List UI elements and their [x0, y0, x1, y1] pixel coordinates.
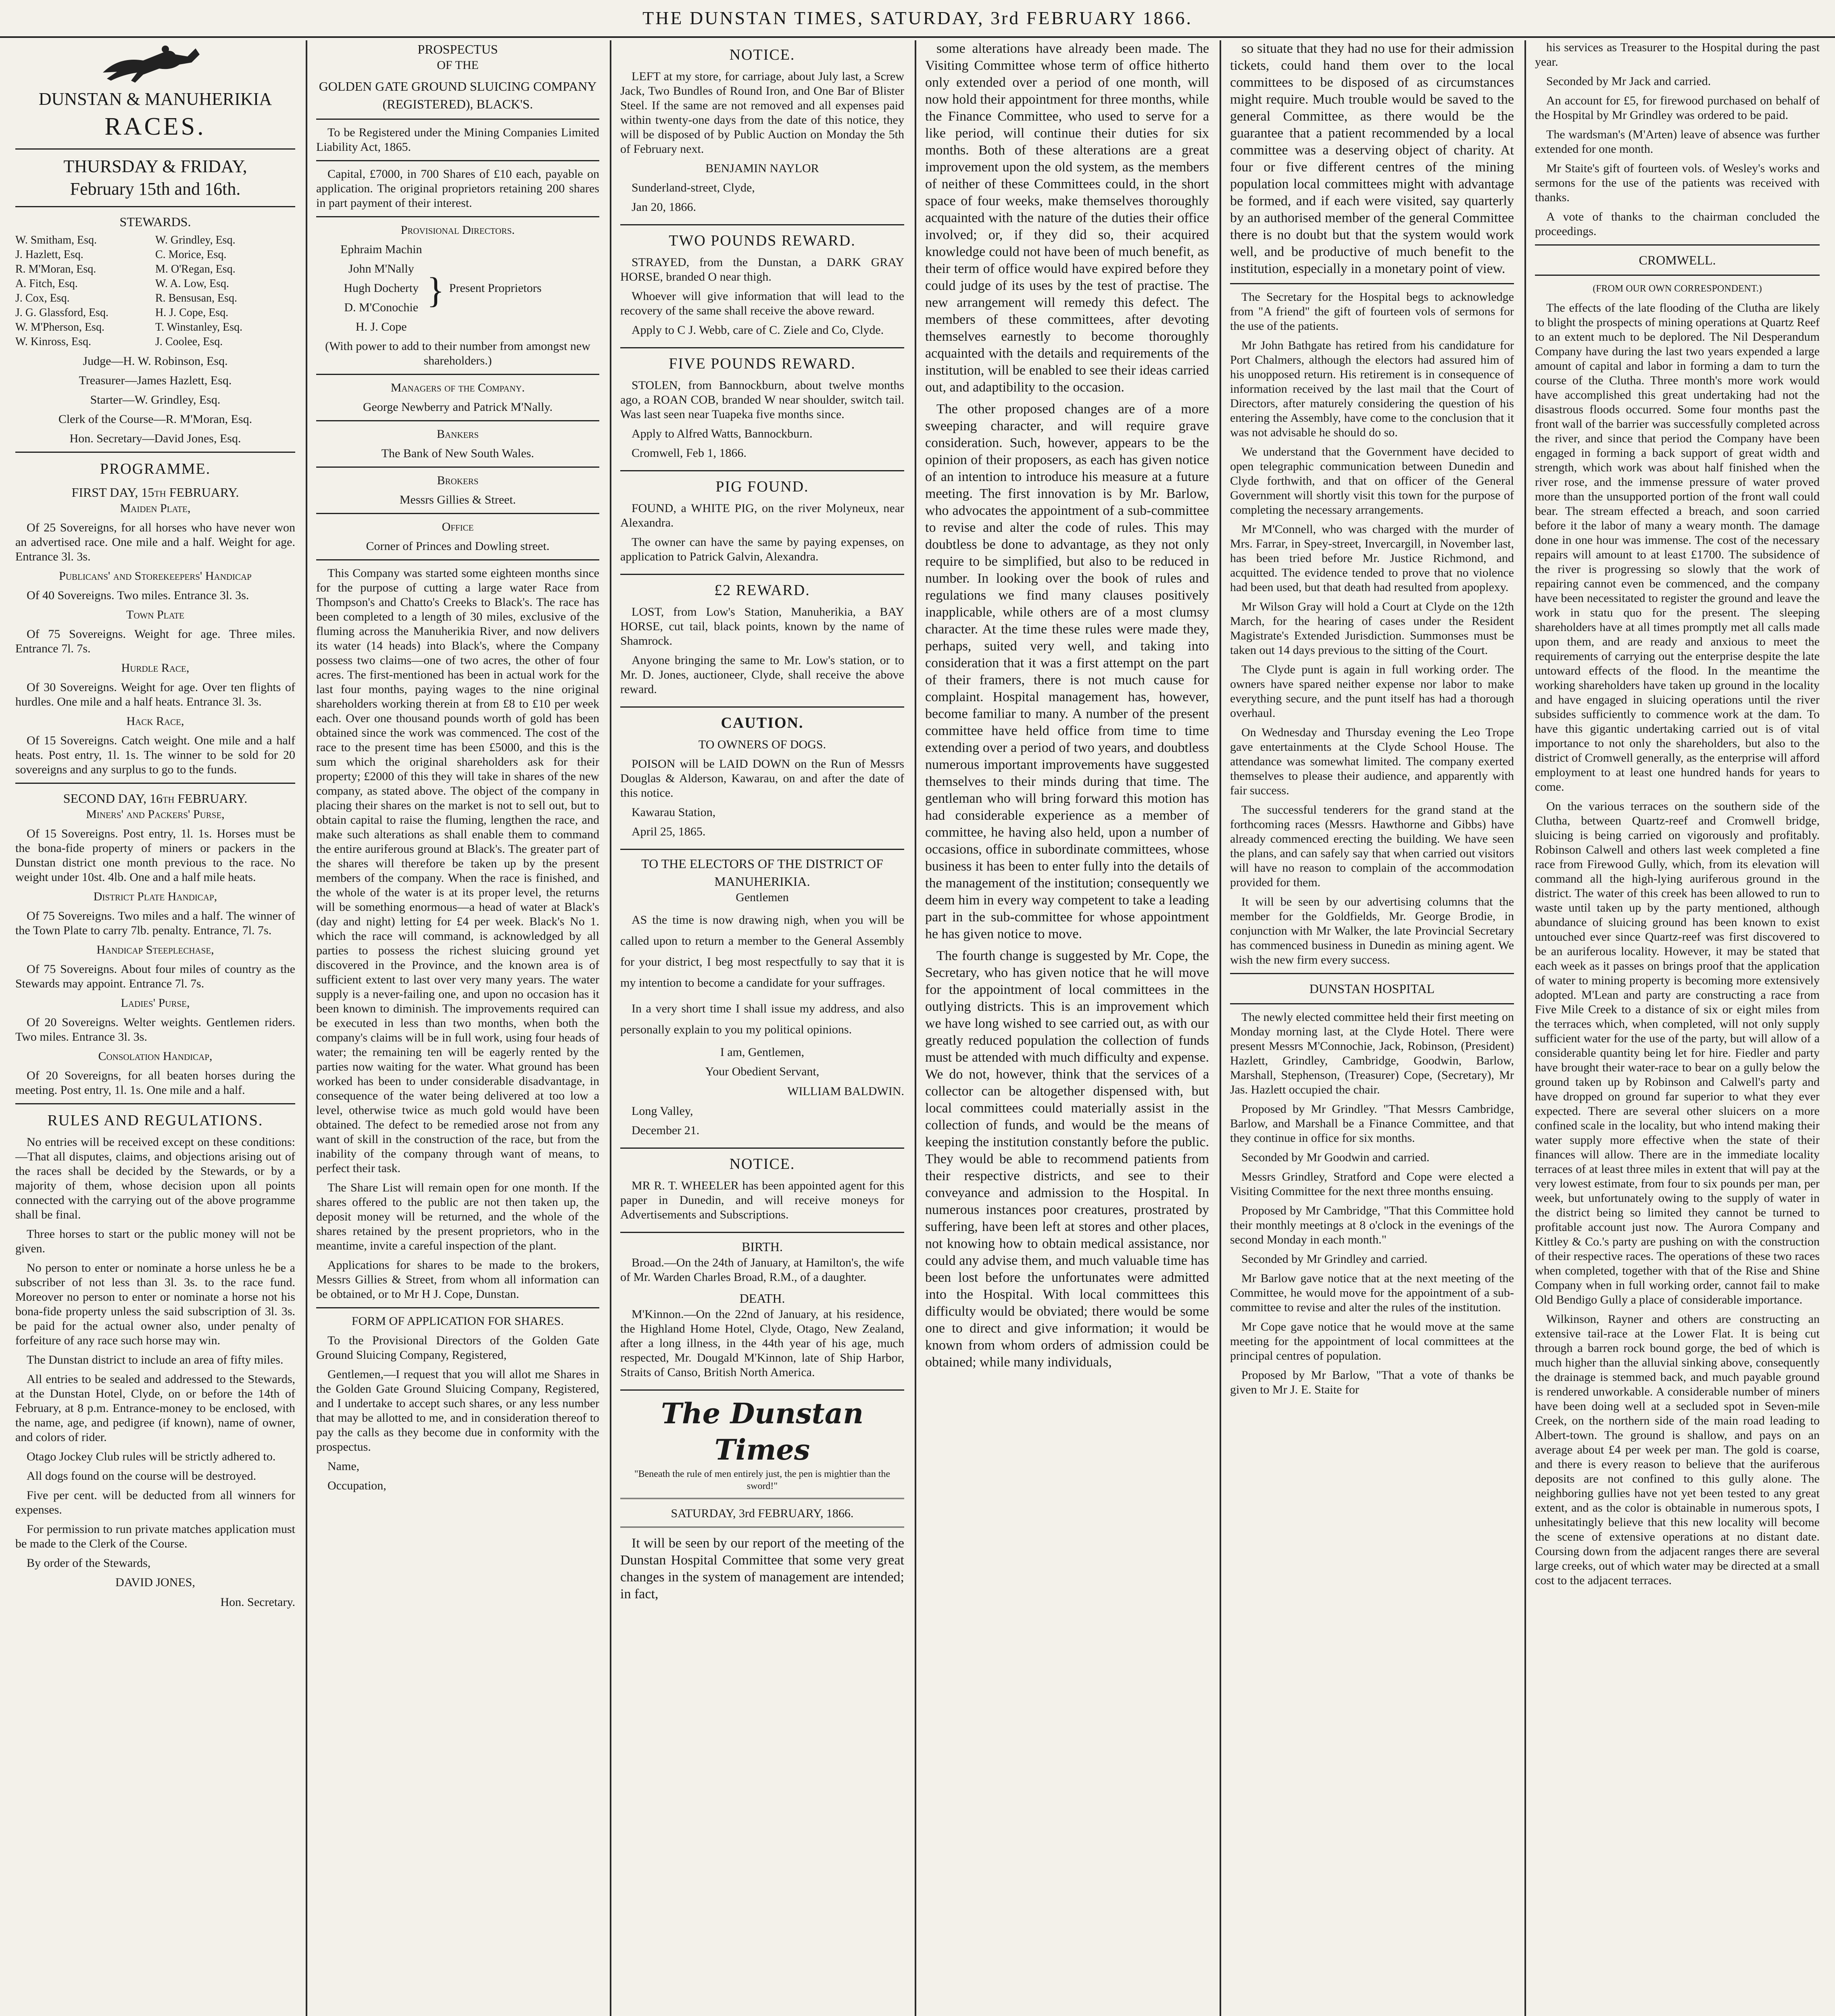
hospital-para: Proposed by Mr Grindley. "That Messrs Cambridge, Barlow, and Marshall be a Finance Committee, and that they continue in office for six months.	[1230, 1102, 1514, 1145]
death-heading: DEATH.	[739, 1291, 785, 1306]
office-heading: Office	[442, 520, 474, 533]
steward: W. M'Pherson, Esq.	[15, 321, 105, 333]
pig-body: The owner can have the same by paying expenses, on application to Patrick Galvin, Alexandra.	[620, 535, 904, 563]
cromwell-heading: CROMWELL.	[1639, 253, 1716, 267]
electors-date: December 21.	[632, 1124, 700, 1137]
hospital-para: Mr Cope gave notice that he would move at the same meeting for the appointment of local committees at the principal centres of population.	[1230, 1320, 1514, 1362]
steward: R. M'Moran, Esq.	[15, 263, 96, 275]
caution	[620, 712, 904, 850]
prospectus-body: The Share List will remain open for one month. If the shares offered to the public are not then taken up, the deposit money will be returned, and the whole of the shares retained by the present proprietors, who in the meantime, invite a careful inspection of the plant.	[316, 1181, 599, 1252]
prospectus-heading: PROSPECTUS	[417, 42, 498, 56]
reward-date: Cromwell, Feb 1, 1866.	[632, 446, 747, 460]
form-body: Gentlemen,—I request that you will allot me Shares in the Golden Gate Ground Sluicing Company, Registered, and I undertake to accept such shares, or any less number that may be allotted to me, and in consideration thereof to pay the calls as they become due in conformity with the prospectus.	[316, 1368, 599, 1454]
reward-heading: FIVE POUNDS REWARD.	[669, 355, 856, 372]
birth-notice	[620, 1238, 904, 1285]
hospital-para: Mr Staite's gift of fourteen vols. of Wesley's works and sermons for the use of the patients was received with thanks.	[1535, 162, 1820, 204]
day1-events	[15, 501, 295, 777]
editorial-para: The other proposed changes are of a more sweeping character, and will require grave consideration. Such, however, appears to be the opinion of their proposers, as each has given notice of an intention to introduce his measure at a future meeting. The first innovation is by Mr. Barlow, who advocates the appointment of a sub-committee to revise and alter the code of rules. This may doubtless be done to advantage, as they not only require to be simplified, but also to be reduced in number. In looking over the book of rules and regulations we find many clauses positively inapplicable, while others are of a most clumsy character. At the time these rules were made they, perhaps, suited very well, and taking into consideration that it was a first attempt on the part of their framers, there is not much cause for complaint. Hospital management has, however, become familiar to many. A number of the present committee have held office from time to time extending over a period of two years, and doubtless numerous important improvements have suggested themselves to their minds during that time. The gentleman who will bring forward this motion has had considerable experience as a member of committee, he having also held, upon a number of occasions, office in subordinate committees, whose business it has been to enter fully into the details of the management of the institution; consequently we deem him in every way competent to take a leading part in the sub-committee for whose appointment he has given notice to move.	[925, 402, 1209, 941]
hospital-para: Proposed by Mr Cambridge, "That this Committee hold their monthly meetings at 8 o'clock in the evenings of the second Monday in each month."	[1230, 1204, 1514, 1246]
races-dates-2: February 15th and 16th.	[70, 179, 241, 199]
electors-heading: TO THE ELECTORS OF THE DISTRICT OF MANUHERIKIA.	[641, 856, 883, 889]
reward-body: STOLEN, from Bannockburn, about twelve months ago, a ROAN COB, branded W near shoulder, switch tail. Was last seen near Tuapeka five months since.	[620, 379, 904, 421]
event-text: Of 15 Sovereigns. Post entry, 1l. 1s. Horses must be the bona-fide property of miners or packers in the Dunstan district one month previous to the race. No weight under 10st. 4lb. One and a half mile heats.	[15, 827, 295, 884]
event-name: Hack Race,	[126, 714, 184, 728]
director: Ephraim Machin	[340, 243, 422, 256]
news-item: Mr Wilson Gray will hold a Court at Clyde on the 12th March, for the hearing of cases under the Resident Magistrate's Extended Jurisdiction. Summonses must be taken out 14 days previous to the sitting of the Court.	[1230, 600, 1514, 657]
event-text: Of 20 Sovereigns, for all beaten horses during the meeting. Post entry, 1l. 1s. One mile and a half.	[15, 1069, 295, 1097]
stewards-heading: STEWARDS.	[119, 215, 191, 229]
event-name: Miners' and Packers' Purse,	[86, 808, 225, 821]
paper-title: The Dunstan Times	[661, 1397, 864, 1466]
steward: A. Fitch, Esq.	[15, 277, 78, 290]
pig-found	[620, 476, 904, 575]
masthead: THE DUNSTAN TIMES, SATURDAY, 3rd FEBRUARY 1866.	[0, 0, 1835, 38]
news-item: On Wednesday and Thursday evening the Leo Trope gave entertainments at the Clyde School House. The attendance was somewhat limited. The company exerted themselves to please their audience, and apparently with fair success.	[1230, 726, 1514, 797]
event-text: Of 30 Sovereigns. Weight for age. Over ten flights of hurdles. One mile and a half heats. Entrance 3l. 3s.	[15, 681, 295, 708]
brokers: Messrs Gillies & Street.	[399, 493, 516, 506]
rule: No entries will be received except on these conditions:—That all disputes, claims, and objections arising out of the races shall be decided by the Stewards, or by a majority of them, whose decision upon all points connected with the carrying out of the above programme shall be final.	[15, 1135, 295, 1221]
races-title: DUNSTAN & MANUHERIKIA	[38, 89, 272, 109]
caution-heading: CAUTION.	[721, 714, 804, 731]
steward: T. Winstanley, Esq.	[155, 321, 243, 333]
races-dates: THURSDAY & FRIDAY,	[63, 156, 247, 176]
rule: The Dunstan district to include an area of fifty miles.	[27, 1353, 284, 1366]
news-item: The Clyde punt is again in full working order. The owners have spared neither expense nor labor to make everything secure, and the punt itself has had a thorough overhaul.	[1230, 663, 1514, 720]
birth-heading: BIRTH.	[741, 1239, 783, 1254]
caution-subheading: TO OWNERS OF DOGS.	[698, 738, 826, 751]
rule: No person to enter or nominate a horse unless he be a subscriber of not less than 3l. 3s. to the race fund. Moreover no person to enter or nominate a horse not his bona-fide property unless the said subscription of 3l. 3s. be paid for the actual owner also, under penalty of forfeiture of any race such horse may win.	[15, 1261, 295, 1347]
caution-date: April 25, 1865.	[632, 825, 706, 838]
official: Clerk of the Course—R. M'Moran, Esq.	[58, 412, 252, 426]
event-name: Consolation Handicap,	[98, 1050, 213, 1063]
prospectus-body: Applications for shares to be made to the brokers, Messrs Gillies & Street, from whom all information can be obtained, or to Mr H J. Cope, Dunstan.	[316, 1258, 599, 1301]
registered-note: To be Registered under the Mining Companies Limited Liability Act, 1865.	[316, 126, 599, 154]
notice-date: Jan 20, 1866.	[632, 200, 696, 214]
steward: W. A. Low, Esq.	[155, 277, 229, 290]
company-name: GOLDEN GATE GROUND SLUICING COMPANY (REGISTERED), BLACK'S.	[319, 79, 597, 111]
electors-body: AS the time is now drawing nigh, when you will be called upon to return a member to the General Assembly for your district, I beg most respectfully to say that it is my intention to become a candidate for your suffrages.	[620, 913, 904, 989]
pig-body: FOUND, a WHITE PIG, on the river Molyneux, near Alexandra.	[620, 502, 904, 529]
reward-body: Whoever will give information that will lead to the recovery of the same shall receive the above reward.	[620, 289, 904, 317]
lost-body: Anyone bringing the same to Mr. Low's station, or to Mr. D. Jones, auctioneer, Clyde, shall receive the above reward.	[620, 654, 904, 696]
pig-heading: PIG FOUND.	[715, 478, 809, 495]
director: D. M'Conochie	[344, 301, 419, 314]
form-name: Name,	[327, 1460, 360, 1473]
event-text: Of 75 Sovereigns. Two miles and a half. The winner of the Town Plate to carry 7lb. penalty. Entrance, 7l. 7s.	[15, 909, 295, 937]
reward-apply: Apply to Alfred Watts, Bannockburn.	[632, 427, 813, 440]
steward: J. Coolee, Esq.	[155, 335, 223, 348]
programme-heading: PROGRAMME.	[100, 460, 211, 477]
notice-store	[620, 44, 904, 225]
directors-extra: (With power to add to their number from amongst new shareholders.)	[325, 339, 590, 367]
hospital-para: Mr Barlow gave notice that at the next meeting of the Committee, he would move for the appointment of a sub-committee to revise and alter the rules of the institution.	[1230, 1272, 1514, 1314]
hospital-para: A vote of thanks to the chairman concluded the proceedings.	[1535, 210, 1820, 238]
races-title-2: RACES.	[104, 113, 206, 140]
rule: For permission to run private matches application must be made to the Clerk of the Course.	[15, 1522, 295, 1550]
reward-apply: Apply to C J. Webb, care of C. Ziele and Co, Clyde.	[632, 323, 884, 337]
notice-body: LEFT at my store, for carriage, about July last, a Screw Jack, Two Bundles of Round Iron, and One Bar of Blister Steel. If the same are not removed and all expenses paid within twenty-one days from the date of this notice, they will be disposed of by Public Auction on Monday the 5th of February next.	[620, 70, 904, 156]
capital: Capital, £7000, in 700 Shares of £10 each, payable on application. The original proprietors retaining 200 shares in part payment of their interest.	[316, 167, 599, 210]
lost-heading: £2 REWARD.	[714, 582, 810, 599]
two-pounds-reward	[620, 230, 904, 348]
notice-address: Sunderland-street, Clyde,	[632, 181, 755, 194]
birth-body: Broad.—On the 24th of January, at Hamilton's, the wife of Mr. Warden Charles Broad, R.M., of a daughter.	[620, 1256, 904, 1284]
electors-address	[620, 855, 904, 1149]
directors-note: Present Proprietors	[449, 281, 542, 295]
official: Hon. Secretary—David Jones, Esq.	[69, 432, 241, 445]
news-item: We understand that the Government have decided to open telegraphic communication between Dunedin and Clyde forthwith, and that on officer of the General Government will shortly visit this town for the purpose of completing the necessary arrangements.	[1230, 445, 1514, 516]
hospital-para: An account for £5, for firewood purchased on behalf of the Hospital by Mr Grindley was ordered to be paid.	[1535, 94, 1820, 122]
races-signature-title: Hon. Secretary.	[220, 1595, 295, 1609]
lost-reward	[620, 580, 904, 708]
columns	[8, 40, 1827, 2016]
cromwell-byline: (FROM OUR OWN CORRESPONDENT.)	[1593, 283, 1762, 294]
column-local-news	[1223, 40, 1521, 2016]
hospital-para: Proposed by Mr Barlow, "That a vote of thanks be given to Mr J. E. Staite for	[1230, 1368, 1514, 1396]
steward: J. G. Glassford, Esq.	[15, 306, 108, 319]
editorial-para: so situate that they had no use for their admission tickets, could hand them over to the local committees to be disposed of as circumstances might require. Much trouble would be saved to the general Committee, as there would be the guarantee that a patient recommended by a local committee was a deserving object of charity. At four or five different centres of the mining population local committees might with advantage be formed, and if each were visited, say quarterly by an authorised member of the general Committee there is no doubt but that the system would work well, and be productive of much benefit to the institution, especially in a monetary point of view.	[1230, 41, 1514, 276]
director: H. J. Cope	[355, 320, 407, 333]
steward: W. Smitham, Esq.	[15, 234, 97, 246]
event-text: Of 20 Sovereigns. Welter weights. Gentlemen riders. Two miles. Entrance 3l. 3s.	[15, 1016, 295, 1043]
form-to: To the Provisional Directors of the Golden Gate Ground Sluicing Company, Registered,	[316, 1334, 599, 1362]
steward: J. Hazlett, Esq.	[15, 248, 83, 261]
steward: R. Bensusan, Esq.	[155, 292, 237, 304]
electors-closing: Your Obedient Servant,	[705, 1065, 819, 1078]
notice-agent	[620, 1154, 904, 1233]
steward: H. J. Cope, Esq.	[155, 306, 229, 319]
event-name: Publicans' and Storekeepers' Handicap	[59, 569, 252, 583]
column-notices	[613, 40, 911, 2016]
column-prospectus	[309, 40, 607, 2016]
hospital-para: his services as Treasurer to the Hospital during the past year.	[1535, 41, 1820, 69]
races-closing: By order of the Stewards,	[27, 1556, 151, 1570]
news-item: Mr M'Connell, who was charged with the murder of Mrs. Farrar, in Spey-street, Invercargill, in November last, has been tried before Mr. Justice Richmond, and acquitted. The evidence tended to prove that no violence had been used, but that death had resulted from apoplexy.	[1230, 523, 1514, 594]
rule: Five per cent. will be deducted from all winners for expenses.	[15, 1489, 295, 1516]
editorial-para: The fourth change is suggested by Mr. Cope, the Secretary, who has given notice that he will move for the appointment of local committees in the outlying districts. This is an improvement which we have long wished to see carried out, as with our greatly reduced population the collection of funds must be attended with much difficulty and expense. We do not, however, think that the services of a collector can be altogether dispensed with, but local committees could materially assist in the collection of funds, and would be the means of keeping the institution constantly before the public. They would be able to recommend patients from their respective districts, and see to their conveyance and admission to the Hospital. In numerous instances poor creatures, prostrated by suffering, have been left at stores and other places, not knowing how to obtain medical assistance, nor could any advise them, and much valuable time has been lost before the unfortunates were admitted into the Hospital. With local committees this difficulty would be obviated; there would be some one to direct and give information; it would be known from whom orders of admission could be obtained; while many individuals,	[925, 948, 1209, 1370]
death-body: M'Kinnon.—On the 22nd of January, at his residence, the Highland Home Hotel, Clyde, Otago, New Zealand, after a long illness, in the 44th year of his age, much respected, Mr. Dougald M'Kinnon, late of Ship Harbor, Straits of Canso, British North America.	[620, 1308, 904, 1379]
news-item: It will be seen by our advertising columns that the member for the Goldfields, Mr. George Brodie, in conjunction with Mr Walker, the late Provincial Secretary has commenced business in Dunedin as mining agent. We wish the new firm every success.	[1230, 895, 1514, 966]
day1-heading: FIRST DAY, 15th FEBRUARY.	[71, 485, 239, 500]
electors-closing: I am, Gentlemen,	[720, 1045, 805, 1059]
event-name: Town Plate	[126, 608, 184, 621]
director: Hugh Docherty	[344, 281, 419, 295]
day2-heading: SECOND DAY, 16th FEBRUARY.	[63, 791, 248, 806]
directors-heading: Provisional Directors.	[400, 223, 515, 237]
paper-date: SATURDAY, 3rd FEBRUARY, 1866.	[671, 1507, 854, 1520]
five-pounds-reward	[620, 353, 904, 471]
caution-place: Kawarau Station,	[632, 806, 716, 819]
death-notice	[620, 1289, 904, 1391]
notice-signature: BENJAMIN NAYLOR	[705, 162, 819, 175]
managers-heading: Managers of the Company.	[390, 381, 525, 394]
event-name: District Plate Handicap,	[93, 890, 217, 903]
steward: M. O'Regan, Esq.	[155, 263, 236, 275]
news-item: The Secretary for the Hospital begs to acknowledge from "A friend" the gift of fourteen vols of sermons for the use of the patients.	[1230, 290, 1514, 333]
electors-place: Long Valley,	[632, 1104, 693, 1118]
editorial-para: some alterations have already been made. The Visiting Committee whose term of office hitherto only extended over a period of one month, will now hold their appointment for three months, while the Finance Committee, who used to serve for a like period, will continue their duties for six months. Both of these alterations are a great improvement upon the old system, as the members of neither of these Committees could, in the short space of four weeks, make themselves thoroughly acquainted with the nature of the duties their office involved; or, if they did so, their acquired knowledge could not have been of much benefit, as their term of office would have expired before they could judge of its uses by the test of practise. The new arrangement will remedy this defect. The members of these committees, after devoting themselves earnestly to become thoroughly acquainted with the details and requirements of the institution, will be enabled to see their ideas carried out, and adaptibility to the occasion.	[925, 41, 1209, 395]
electors-signature: WILLIAM BALDWIN.	[787, 1085, 904, 1098]
notice-body: MR R. T. WHEELER has been appointed agent for this paper in Dunedin, and will receive moneys for Advertisements and Subscriptions.	[620, 1179, 904, 1221]
event-name: Ladies' Purse,	[121, 996, 190, 1010]
directors-block: Ephraim Machin John M'Nally Hugh Docherty D. M'Conochie H. J. Cope } Present Proprietors	[340, 243, 542, 333]
cromwell-para: On the various terraces on the southern side of the Clutha, between Quartz-reef and Cromwell bridge, sluicing is being carried on vigorously and profitably. Robinson Calwell and others last week completed a fine race from Firewood Gully, which, from its elevation will command all the high-lying auriferous ground in the district. The water of this creek has been allowed to run to waste until taken up by the party mentioned, although abundance of sluicing ground has been known to exist untouched ever since Quartz-reef was first discovered to be an auriferous locality. However, it may be stated that each week as it passes on brings proof that the application of water to mining property is becoming more extensively adopted. M'Lean and party are constructing a race from Five Mile Creek to a distance of six or eight miles from the terraces which, when completed, will not only supply sufficient water for the use of the party, but will allow of a considerable quantity being let for hire. Fiedler and party have brought their water-race to bear on a gully below the ground taken up by Robinson and Calwell's party and have dropped on ground far superior to what they ever expected. There are several other sluicers on a more confined scale in the locality, but who intend making their water supply more effective when the state of their finances will allow. There are in the immediate locality terraces of at least three miles in extent that will pay at the very lowest estimate, from four to six pounds per man, per week, but unfortunately owing to the supply of water in the district being so limited they cannot be turned to profitable account just now. The Aurora Company and Kittley & Co.'s party are pushing on with the construction of their respective races. The operations of these two races when completed, together with that of the Rise and Shine Company when in full working order, cannot fail to make Old Bendigo Gully a place of considerable importance.	[1535, 800, 1820, 1306]
director: John M'Nally	[348, 262, 414, 275]
electors-body: In a very short time I shall issue my address, and also personally explain to you my political opinions.	[620, 1002, 904, 1036]
office: Corner of Princes and Dowling street.	[366, 539, 550, 553]
prospectus-body: This Company was started some eighteen months since for the purpose of cutting a large water Race from Thompson's and Chatto's Creeks to Black's. The race has been completed to a length of 30 miles, exclusive of the fluming across the Manuherikia River, and now delivers its water (14 heads) into Black's, where the Company possess two claims—one of two acres, the other of four acres. The first-mentioned has been in actual work for the last four months, paying wages to the nine original shareholders working therein at from £8 to £10 per week each. Over one thousand pounds worth of gold has been obtained since the work was commenced. The cost of the race to the present time has been £5000, and this is the sum which the original shareholders ask for their property; £2000 of this they will take in shares of the new company, as stated above. The object of the company in placing their shares on the market is not to sell out, but to obtain capital to raise the fluming, lengthen the race, and make such alterations as shall enable them to command the entire auriferous ground at Black's. The greater part of the shares will therefore be taken up by the present members of the company. When the race is finished, and the whole of the water is at its proper level, the returns will be something enormous—a head of water at Black's (day and night) letting for £4 per week. Black's No 1. which the race will command, is acknowledged by all parties to possess the richest sluicing ground yet discovered in the Province, and the known area is of sufficient extent to last over very many years. The water supply is a never-failing one, and upon no occasion has it been known to diminish. The improvements required can be executed in less than two months, when both the company's claims will be in full work, using four heads of water; the remaining ten will be eagerly rented by the parties now waiting for the water. What ground has been worked has been to under considerable disadvantage, in consequence of the water being delivered at too low a level, otherwise twice as much gold would have been obtained. The defect to be remedied arose not from any want of skill in the construction of the race, but from the inability of the company through want of means, to perfect their task.	[316, 566, 599, 1175]
rules-heading: RULES AND REGULATIONS.	[47, 1112, 263, 1129]
steward: W. Kinross, Esq.	[15, 335, 91, 348]
paper-motto: "Beneath the rule of men entirely just, the pen is mightier than the sword!"	[634, 1469, 890, 1491]
electors-salutation: Gentlemen	[736, 891, 789, 904]
column-races	[8, 40, 302, 2016]
official: Starter—W. Grindley, Esq.	[90, 393, 221, 406]
event-name: Hurdle Race,	[121, 661, 190, 675]
managers: George Newberry and Patrick M'Nally.	[363, 400, 553, 414]
hospital-para: The wardsman's (M'Arten) leave of absence was further extended for one month.	[1535, 128, 1820, 156]
cromwell-para: Wilkinson, Rayner and others are constructing an extensive tail-race at the Lower Flat. It is being cut through a barren rock bound gorge, the bed of which is much higher than the alluvial sinking above, consequently the drainage is stemmed back, and much payable ground is rendered unworkable. A considerable number of miners have been doing well at a secluded spot in Seven-mile Creek, on the northern side of the main road leading to Albert-town. The ground is shallow, and pays on an average about £4 per week per man. The gold is coarse, and there is every reason to believe that the auriferous deposits are not confined to this gully alone. The neighboring gullies have not yet been tested to any great extent, and as the color is obtainable in numerous spots, I unhesitatingly believe that this new locality will become the scene of extensive operations at no distant date. Coursing down from the adjacent ranges there are several large creeks, out of which water may be directed at a small cost to the adjacent terraces.	[1535, 1312, 1820, 1587]
bankers-heading: Bankers	[436, 427, 479, 441]
news-item: The successful tenderers for the grand stand at the forthcoming races (Messrs. Hawthorne and Gibbs) have already commenced erecting the building. We have seen the plans, and can safely say that when carried out visitors will have no reason to complain of the accommodation provided for them.	[1230, 803, 1514, 889]
steward: J. Cox, Esq.	[15, 292, 70, 304]
stewards-list	[15, 233, 295, 349]
reward-heading: TWO POUNDS REWARD.	[669, 232, 856, 249]
day2-events	[15, 807, 295, 1098]
hospital-para: Seconded by Mr Grindley and carried.	[1241, 1252, 1428, 1266]
news-item: Mr John Bathgate has retired from his candidature for Port Chalmers, although the electors had assured him of his unopposed return. His retirement is in consequence of information received by the last mail that the Court of Directors, after maturely considering the question of his entering the Assembly, have come to the conclusion that it was not advisable he should do so.	[1230, 339, 1514, 439]
steward: W. Grindley, Esq.	[155, 234, 236, 246]
column-cromwell	[1528, 40, 1827, 2016]
event-text: Of 15 Sovereigns. Catch weight. One mile and a half heats. Post entry, 1l. 1s. The winner to be sold for 20 sovereigns and any surplus to go to the funds.	[15, 734, 295, 776]
official: Treasurer—James Hazlett, Esq.	[79, 374, 232, 387]
hospital-para: Seconded by Mr Jack and carried.	[1546, 75, 1711, 88]
steward: C. Morice, Esq.	[155, 248, 227, 261]
racehorse-icon	[95, 40, 216, 85]
cromwell-para: The effects of the late flooding of the Clutha are likely to blight the prospects of mining operations at Quartz Reef to an extent much to be deplored. The Nil Desperandum Company have during the last two years expended a large amount of capital and labor in forming a dam to turn the course of the Clutha. Three month's more work would have accomplished this great undertaking had not the disastrous floods occurred. Some four months past the front wall of the barrier was successfully completed across the river, and since that period the Company have been engaged in forming a back support of great width and strength, which work was about half finished when the river rose, and the immense pressure of water proved more than the unsupported portion of the front wall could bear. The stream effected a breach, and soon carried before it the labor of many a weary month. The damage done in one hour was immense. The cost of the necessary repairs will amount to at least £1700. The subsidence of the river is progressing so slowly that the work of repairing cannot even be commenced, and the company have been necessitated to register the ground and leave the work in statu quo for the present. The sleeping shareholders have at all times promptly met all calls made upon them, and are ready and anxious to meet the requirements of carrying out the enterprise despite the late untoward effects of the flood. In the meantime the working shareholders have taken up ground in the locality and have engaged in sluicing operations until the river subsides sufficiently to commence work at the dam. To have this gigantic undertaking carried out is of vital importance to not only the shareholders, but also to the district of Cromwell generally, as the enterprise will afford employment to at least one hundred hands for years to come.	[1535, 301, 1820, 793]
event-text: Of 25 Sovereigns, for all horses who have never won an advertised race. One mile and a half. Weight for age. Entrance 3l. 3s.	[15, 521, 295, 563]
event-text: Of 75 Sovereigns. About four miles of country as the Stewards may appoint. Entrance 7l. 7s.	[15, 962, 295, 990]
hospital-para: Seconded by Mr Goodwin and carried.	[1241, 1151, 1430, 1164]
event-text: Of 75 Sovereigns. Weight for age. Three miles. Entrance 7l. 7s.	[15, 627, 295, 655]
bankers: The Bank of New South Wales.	[381, 447, 534, 460]
event-text: Of 40 Sovereigns. Two miles. Entrance 3l. 3s.	[27, 589, 249, 602]
form-occupation: Occupation,	[327, 1479, 386, 1492]
lost-body: LOST, from Low's Station, Manuherikia, a BAY HORSE, cut tail, black points, known by the name of Shamrock.	[620, 605, 904, 648]
rule: All dogs found on the course will be destroyed.	[27, 1469, 256, 1483]
hospital-heading: DUNSTAN HOSPITAL	[1309, 981, 1435, 996]
hospital-para: Messrs Grindley, Stratford and Cope were elected a Visiting Committee for the next three months ensuing.	[1230, 1170, 1514, 1198]
brokers-heading: Brokers	[437, 474, 479, 487]
hospital-para: The newly elected committee held their first meeting on Monday morning last, at the Clyde Hotel. There were present Messrs M'Connochie, Jack, Robinson, (President) Hazlett, Grindley, Cambridge, Goodwin, Barlow, Marshall, Stephenson, (Treasurer) Cope, (Secretary), Mr Jas. Hazlett occupied the chair.	[1230, 1010, 1514, 1096]
races-signature: DAVID JONES,	[115, 1576, 195, 1589]
official: Judge—H. W. Robinson, Esq.	[83, 354, 228, 368]
rule: Three horses to start or the public money will not be given.	[15, 1227, 295, 1255]
prospectus-of: OF THE	[437, 58, 479, 72]
reward-body: STRAYED, from the Dunstan, a DARK GRAY HORSE, branded O near thigh.	[620, 256, 904, 283]
rule: All entries to be sealed and addressed to the Stewards, at the Dunstan Hotel, Clyde, on or before the 14th of February, at 8 p.m. Entrance-money to be enclosed, with the name, age, and pedigree (if known), name of owner, and colors of rider.	[15, 1372, 295, 1444]
caution-body: POISON will be LAID DOWN on the Run of Messrs Douglas & Alderson, Kawarau, on and after the date of this notice.	[620, 757, 904, 800]
notice-heading: NOTICE.	[729, 1156, 795, 1173]
form-heading: FORM OF APPLICATION FOR SHARES.	[352, 1314, 564, 1328]
event-name: Handicap Steeplechase,	[96, 943, 214, 956]
rule: Otago Jockey Club rules will be strictly adhered to.	[27, 1450, 276, 1463]
notice-heading: NOTICE.	[729, 46, 795, 63]
column-editorial	[918, 40, 1216, 2016]
editorial-start: It will be seen by our report of the meeting of the Dunstan Hospital Committee that some very great changes in the system of management are intended; in fact,	[620, 1536, 904, 1602]
event-name: Maiden Plate,	[120, 502, 191, 515]
